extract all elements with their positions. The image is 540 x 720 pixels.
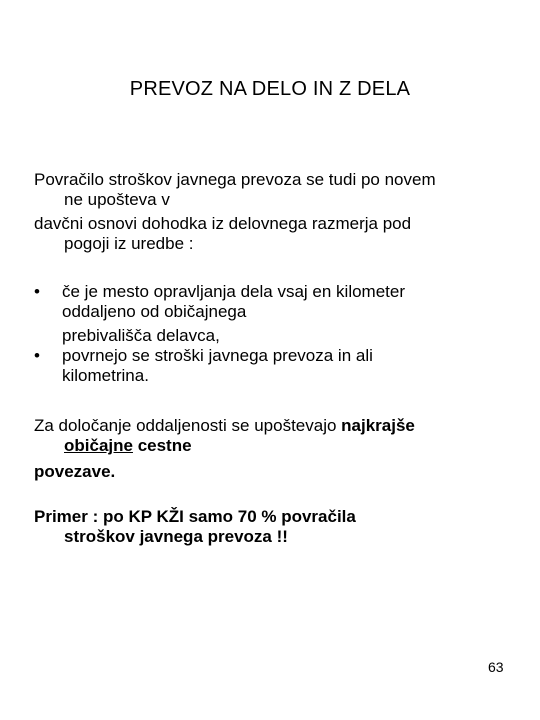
- page-number: 63: [488, 659, 504, 675]
- condition-1-line-3: prebivališča delavca,: [62, 326, 220, 345]
- condition-item: [34, 346, 504, 386]
- condition-2-line-1: povrnejo se stroški javnega prevoza in ali: [62, 346, 373, 365]
- distance-text: Za določanje oddaljenosti se upoštevajo: [34, 416, 342, 435]
- bullet-icon: •: [34, 282, 40, 301]
- bullet-icon: •: [34, 346, 40, 365]
- intro-line-4: pogoji iz uredbe :: [64, 234, 194, 253]
- condition-1-line-2: oddaljeno od običajnega: [62, 302, 247, 321]
- distance-underlined: običajne: [64, 436, 133, 455]
- example-paragraph: [34, 507, 504, 547]
- distance-paragraph: [34, 416, 504, 482]
- condition-item: [34, 282, 504, 346]
- distance-emphasis-2: cestne: [132, 436, 192, 455]
- example-line-1: Primer : po KP KŽI samo 70 % povračila: [34, 507, 356, 526]
- intro-line-3: davčni osnovi dohodka iz delovnega razmerja pod: [34, 214, 412, 233]
- condition-1-line-1: če je mesto opravljanja dela vsaj en kilometer: [62, 282, 406, 301]
- example-line-2: stroškov javnega prevoza !!: [64, 527, 288, 546]
- intro-line-1: Povračilo stroškov javnega prevoza se tudi po novem: [34, 170, 436, 189]
- distance-line-3: povezave.: [34, 462, 116, 481]
- distance-line-2: [34, 436, 504, 456]
- intro-line-2: ne upošteva v: [64, 190, 170, 209]
- intro-paragraph: [34, 170, 504, 254]
- slide-title: PREVOZ NA DELO IN Z DELA: [129, 78, 411, 100]
- distance-emphasis: najkrajše: [341, 416, 415, 435]
- condition-2-line-2: kilometrina.: [62, 366, 149, 385]
- conditions-list: [34, 282, 504, 386]
- distance-line-1: [34, 416, 504, 436]
